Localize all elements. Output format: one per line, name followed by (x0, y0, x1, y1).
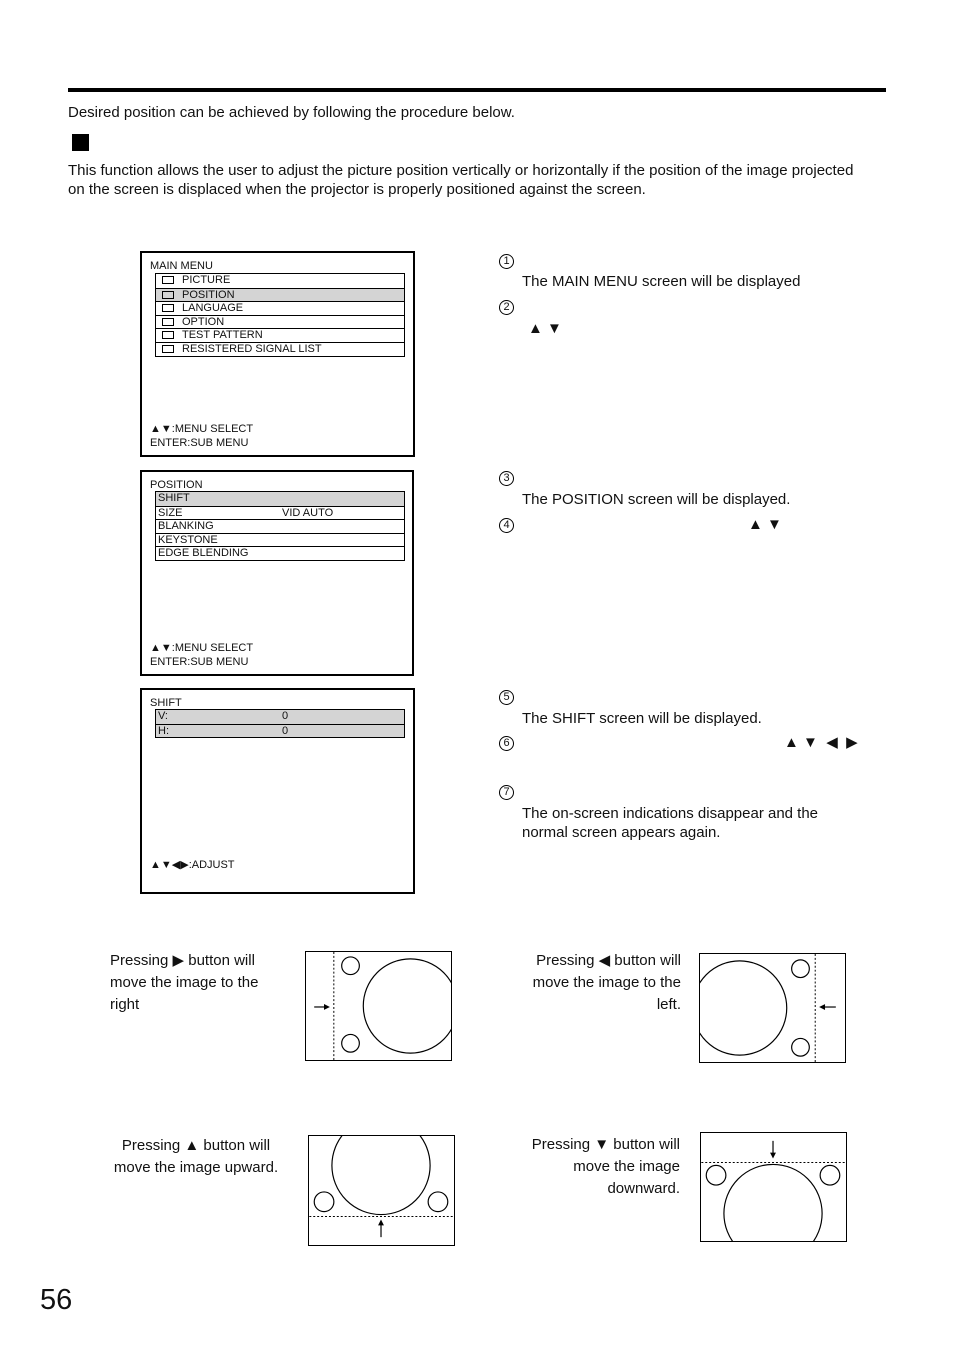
language-icon (162, 304, 174, 312)
menu-item-option[interactable]: OPTION (156, 315, 404, 329)
step-6-arrows: ▲ ▼ ◀ ▶ (784, 734, 858, 751)
menu-item-language[interactable]: LANGUAGE (156, 301, 404, 315)
step-3-text: The POSITION screen will be displayed. (522, 491, 791, 508)
position-menu-title: POSITION (150, 479, 203, 491)
shift-down-diagram (700, 1132, 847, 1242)
section-square-icon (72, 134, 89, 151)
main-menu-title: MAIN MENU (150, 260, 213, 272)
main-menu-footer-select: ▲▼:MENU SELECT (150, 423, 254, 435)
position-menu-list (155, 491, 405, 561)
shift-v-row[interactable]: V: 0 (156, 710, 404, 724)
shift-menu-footer-adjust: ▲▼◀▶:ADJUST (150, 859, 235, 871)
step-7-text: The on-screen indications disappear and the normal screen appears again. (522, 805, 819, 841)
menu-item-blanking[interactable]: BLANKING (156, 519, 404, 533)
step-6-number: 6 (499, 736, 514, 751)
picture-icon (162, 276, 174, 284)
step-3-number: 3 (499, 471, 514, 486)
step-2-arrows: ▲ ▼ (528, 320, 562, 337)
intro-text: Desired position can be achieved by following the procedure below. (68, 104, 515, 121)
caption-right: Pressing ▶ button will move the image to the right (110, 952, 259, 1013)
step-7-number: 7 (499, 785, 514, 800)
signal-list-icon (162, 345, 174, 353)
step-5-number: 5 (499, 690, 514, 705)
menu-item-position[interactable]: POSITION (156, 288, 404, 302)
main-menu-list (155, 273, 405, 357)
position-menu-footer-select: ▲▼:MENU SELECT (150, 642, 254, 654)
step-5-text: The SHIFT screen will be displayed. (522, 710, 762, 727)
shift-left-diagram (699, 953, 846, 1063)
position-menu-screen (140, 470, 414, 676)
step-2-number: 2 (499, 300, 514, 315)
position-menu-footer-enter: ENTER:SUB MENU (150, 656, 249, 668)
shift-up-diagram (308, 1135, 455, 1246)
main-menu-screen (140, 251, 415, 457)
shift-v-value: 0 (282, 710, 289, 722)
menu-item-edge-blending[interactable]: EDGE BLENDING (156, 546, 404, 560)
main-menu-footer-enter: ENTER:SUB MENU (150, 437, 249, 449)
menu-item-shift[interactable]: SHIFT (156, 492, 404, 506)
header-rule (68, 88, 886, 92)
caption-up: Pressing ▲ button will move the image upward. (113, 1137, 279, 1176)
menu-item-registered-signal-list[interactable]: RESISTERED SIGNAL LIST (156, 342, 404, 356)
step-4-arrows: ▲ ▼ (748, 516, 782, 533)
menu-item-picture[interactable]: PICTURE (156, 274, 404, 288)
option-icon (162, 318, 174, 326)
shift-menu-screen (140, 688, 415, 894)
menu-item-keystone[interactable]: KEYSTONE (156, 533, 404, 547)
step-4-number: 4 (499, 518, 514, 533)
size-value: VID AUTO (282, 506, 334, 519)
caption-left: Pressing ◀ button will move the image to the left. (532, 952, 681, 1013)
page-number: 56 (40, 1284, 73, 1316)
shift-right-diagram (305, 951, 452, 1061)
test-pattern-icon (162, 331, 174, 339)
shift-h-row[interactable]: H: 0 (156, 724, 404, 738)
step-1-number: 1 (499, 254, 514, 269)
shift-h-value: 0 (282, 724, 289, 737)
menu-item-size[interactable]: SIZE VID AUTO (156, 506, 404, 520)
position-icon (162, 291, 174, 299)
shift-menu-list (155, 709, 405, 738)
shift-menu-title: SHIFT (150, 697, 182, 709)
step-1-text: The MAIN MENU screen will be displayed (522, 273, 801, 290)
description-text: This function allows the user to adjust the picture position vertically or horizontally if the position of the image projected on the screen is displaced when the projector is properly positioned against the screen. (68, 162, 854, 198)
menu-item-test-pattern[interactable]: TEST PATTERN (156, 328, 404, 342)
caption-down: Pressing ▼ button will move the image downward. (531, 1136, 680, 1197)
